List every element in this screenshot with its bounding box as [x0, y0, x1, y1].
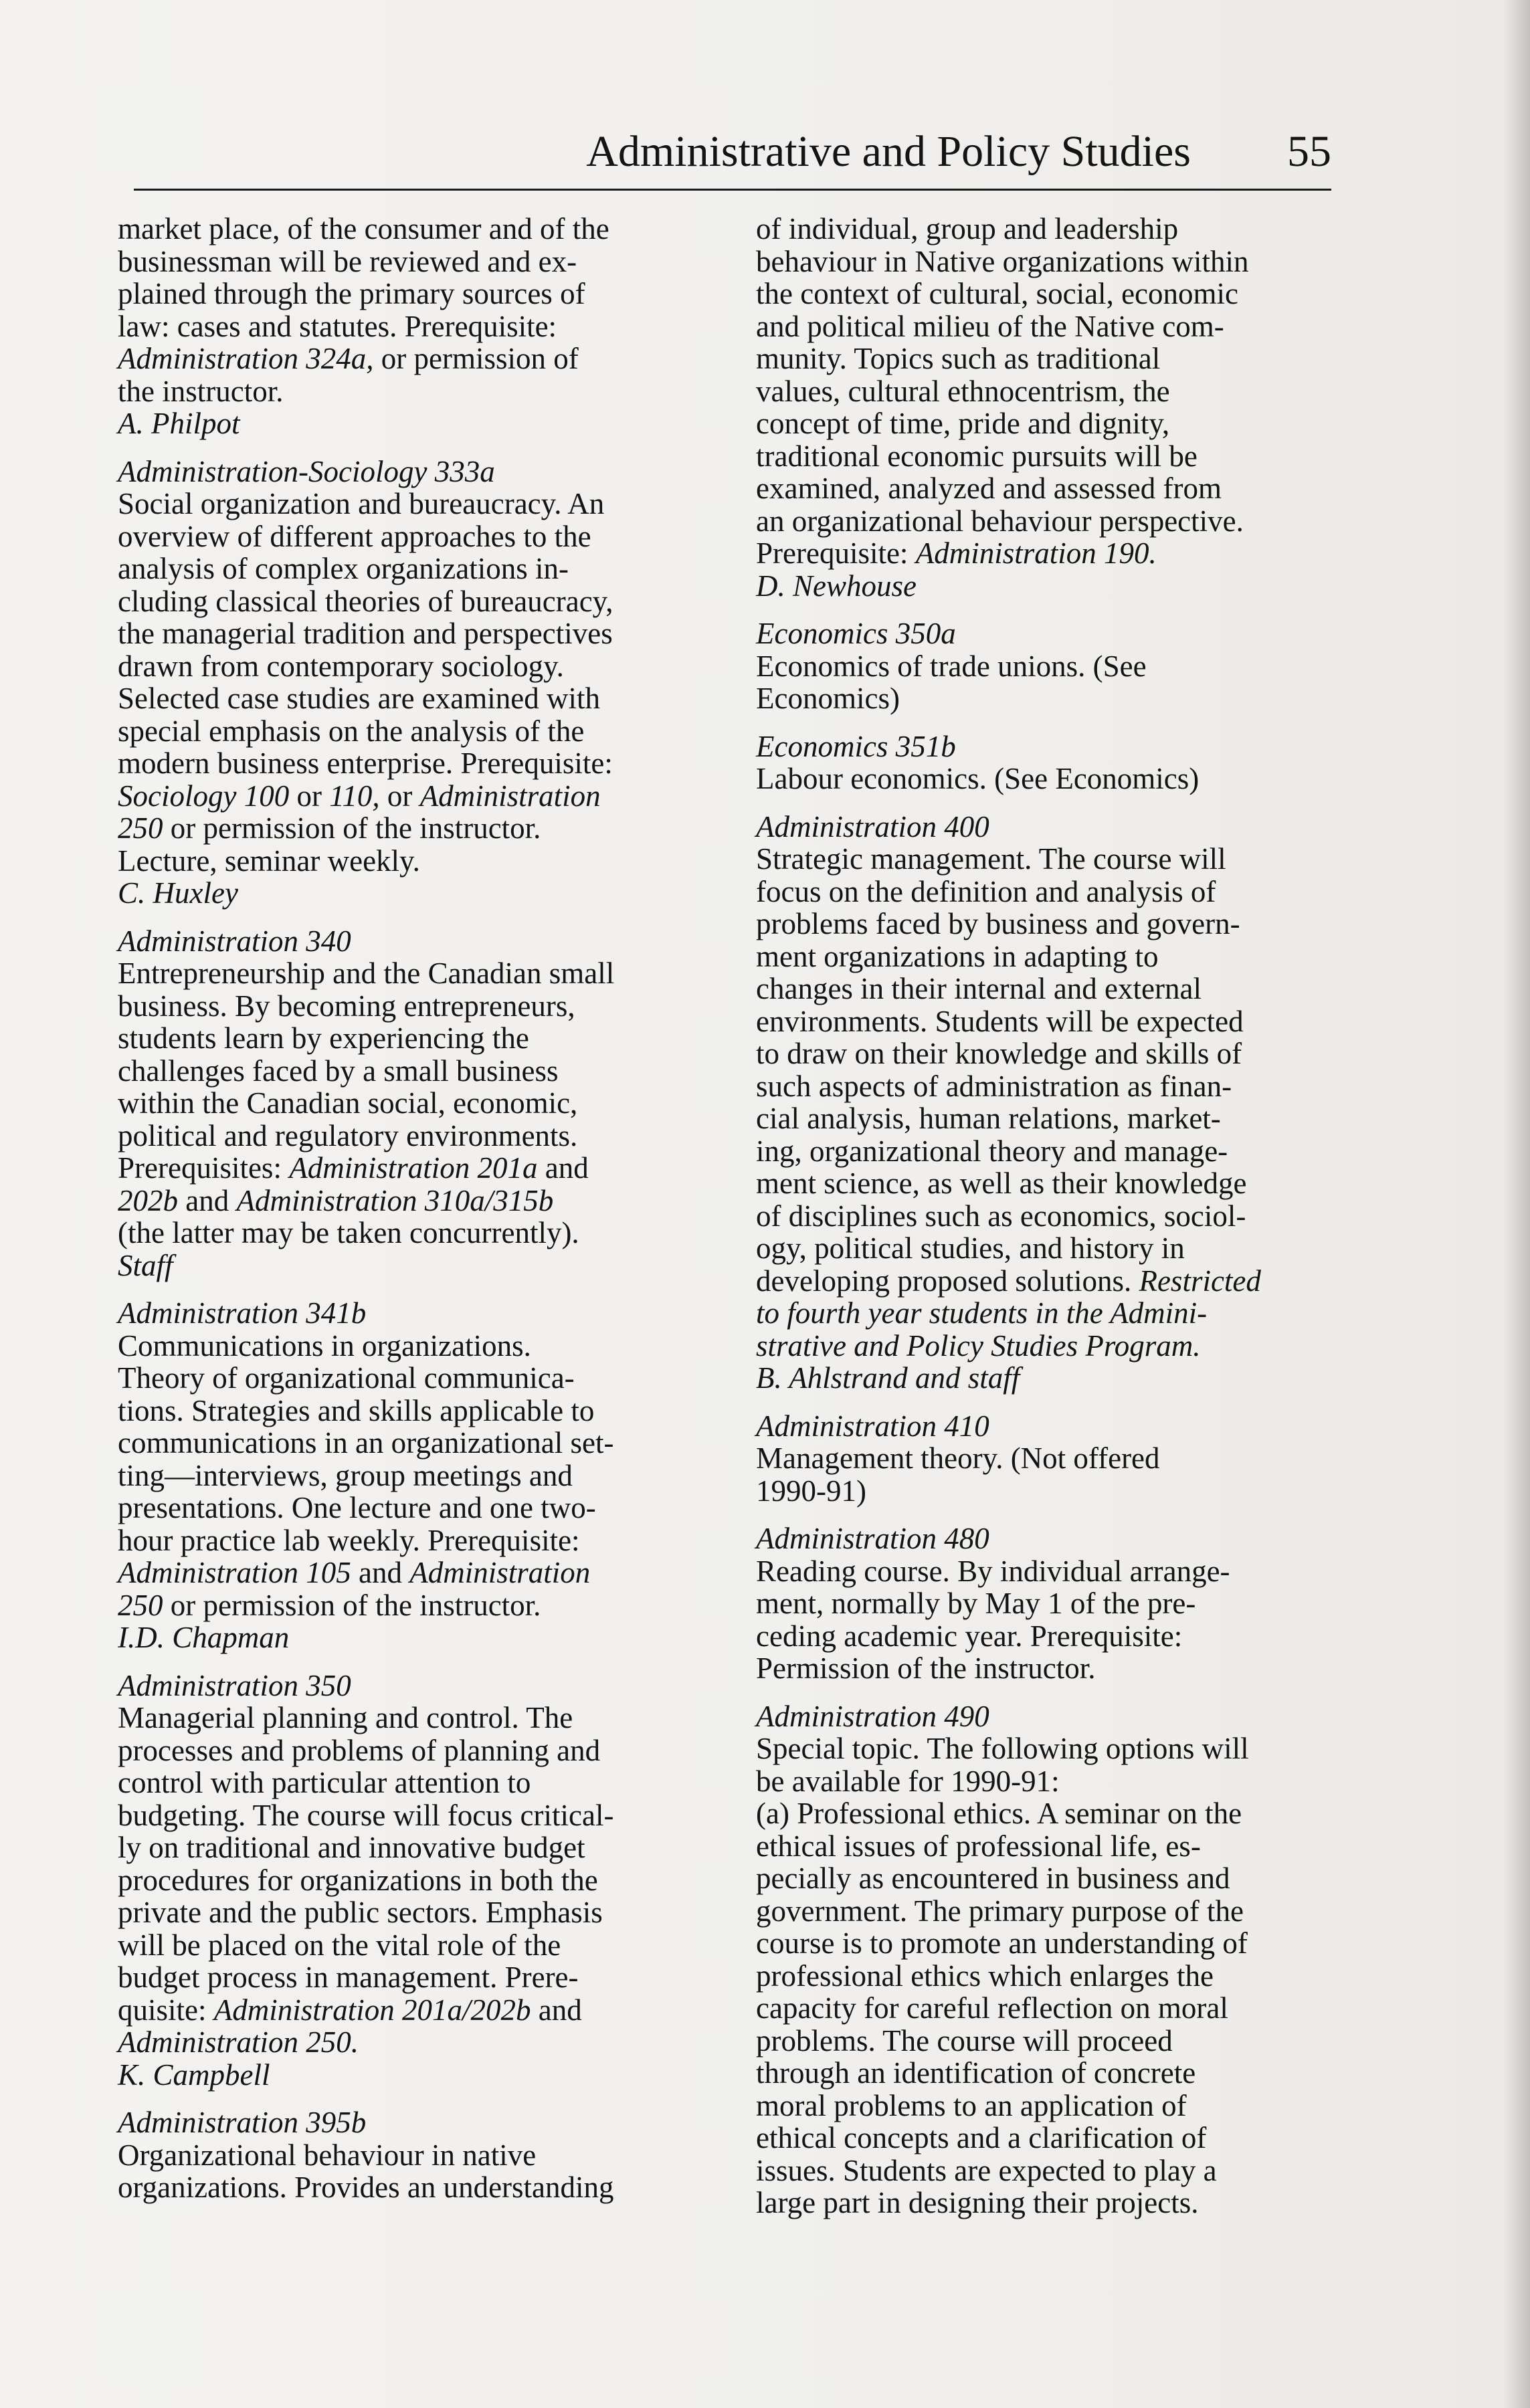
entry-title: Administration 480 [756, 1522, 989, 1555]
entry-description: Organizational behaviour in native organizations. Provides an understanding [118, 2138, 614, 2204]
course-entry [756, 1522, 1345, 1685]
course-entry [756, 1410, 1345, 1508]
entry-description: of individual, group and leadership behaviour in Native organizations within the context of cultural, social, economic and political milieu of the Native com- munity. Topics such as traditional values, cultural ethnocentrism, the concept of time, pride and dignity, traditional economic pursuits will be examined, analyzed and assessed from an organizational behaviour perspective. Prerequisite: Administration 190. [756, 212, 1249, 570]
course-entry-continued [756, 213, 1345, 602]
entry-instructor: K. Campbell [118, 2058, 270, 2092]
course-entry [118, 2106, 713, 2204]
course-entry [118, 1297, 713, 1654]
entry-title: Administration-Sociology 333a [118, 454, 495, 488]
entry-description: Strategic management. The course will focus on the definition and analysis of problems faced by business and govern- ment organizations in adapting to changes in their internal and external environments. Students will be expected to draw on their knowledge and skills of such aspects of administration as finan- cial analysis, human relations, market- ing, organizational theory and manage- ment science, as well as their knowledge of disciplines such as economics, sociol- ogy, political studies, and history in developing proposed solutions. Restricted to fourth year students in the Admini- strative and Policy Studies Program. [756, 842, 1261, 1363]
entry-description: Social organization and bureaucracy. An overview of different approaches to the analysis of complex organizations in- cluding classical theories of bureaucracy, the managerial tradition and perspectives drawn from contemporary sociology. Selected case studies are examined with special emphasis on the analysis of the modern business enterprise. Prerequisite: Sociology 100 or 110, or Administration 250 or permission of the instructor. Lecture, seminar weekly. [118, 487, 613, 878]
course-entry [118, 456, 713, 910]
entry-description: Managerial planning and control. The processes and problems of planning and control with particular attention to budgeting. The course will focus critical- ly on traditional and innovative budget procedures for organizations in both the private and the public sectors. Emphasis will be placed on the vital role of the budget process in management. Prere- quisite: Administration 201a/202b and Administration 250. [118, 1701, 614, 2059]
entry-title: Economics 351b [756, 729, 956, 763]
entry-title: Administration 340 [118, 924, 351, 958]
entry-title: Administration 400 [756, 809, 989, 843]
entry-description: Labour economics. (See Economics) [756, 762, 1200, 795]
entry-title: Administration 350 [118, 1668, 351, 1702]
course-entry [756, 617, 1345, 715]
entry-title: Administration 341b [118, 1296, 367, 1330]
entry-instructor: A. Philpot [118, 407, 240, 440]
entry-title: Administration 395b [118, 2106, 367, 2139]
course-entry-continued [118, 213, 713, 440]
running-title: Administrative and Policy Studies [586, 127, 1191, 176]
entry-instructor: C. Huxley [118, 876, 238, 910]
course-entry [756, 730, 1345, 795]
course-entry [118, 925, 713, 1282]
course-entry [118, 1670, 713, 2092]
entry-description: Economics of trade unions. (See Economics) [756, 649, 1147, 715]
entry-instructor: I.D. Chapman [118, 1621, 290, 1654]
entry-description: Special topic. The following options will be available for 1990-91: (a) Professional ethics. A seminar on the ethical issues of professional life, es- pecially as encountered in business and government. The primary purpose of the course is to promote an understanding of professional ethics which enlarges the capacity for careful reflection on moral problems. The course will proceed through an identification of concrete moral problems to an application of ethical concepts and a clarification of issues. Students are expected to play a large part in designing their projects. [756, 1732, 1249, 2219]
entry-title: Administration 490 [756, 1699, 989, 1733]
entry-description: market place, of the consumer and of the businessman will be reviewed and ex- plained through the primary sources of law: cases and statutes. Prerequisite: Administration 324a, or permission of the instructor. [118, 212, 609, 408]
entry-description: Management theory. (Not offered 1990-91) [756, 1441, 1160, 1508]
running-header [134, 115, 1331, 191]
entry-description: Entrepreneurship and the Canadian small business. By becoming entrepreneurs, students learn by experiencing the challenges faced by a small business within the Canadian social, economic, political and regulatory environments. Prerequisites: Administration 201a and 202b and Administration 310a/315b (the latter may be taken concurrently). [118, 957, 615, 1249]
entry-instructor: B. Ahlstrand and staff [756, 1361, 1020, 1395]
entry-description: Communications in organizations. Theory of organizational communica- tions. Strategies and skills applicable to communications in an organizational set- ting—interviews, group meetings and presentations. One lecture and one two- hour practice lab weekly. Prerequisite: Administration 105 and Administration 250 or permission of the instructor. [118, 1328, 614, 1622]
entry-title: Economics 350a [756, 617, 956, 650]
right-column [756, 213, 1345, 2235]
course-entry [756, 811, 1345, 1395]
left-column [118, 213, 713, 2219]
entry-instructor: D. Newhouse [756, 569, 917, 603]
entry-instructor: Staff [118, 1248, 173, 1282]
page-number: 55 [1287, 127, 1331, 176]
course-entry [756, 1700, 1345, 2219]
page-edge-shadow [1503, 0, 1530, 2408]
entry-title: Administration 410 [756, 1409, 989, 1443]
entry-description: Reading course. By individual arrange- ment, normally by May 1 of the pre- ceding academic year. Prerequisite: Permission of the instructor. [756, 1554, 1230, 1685]
